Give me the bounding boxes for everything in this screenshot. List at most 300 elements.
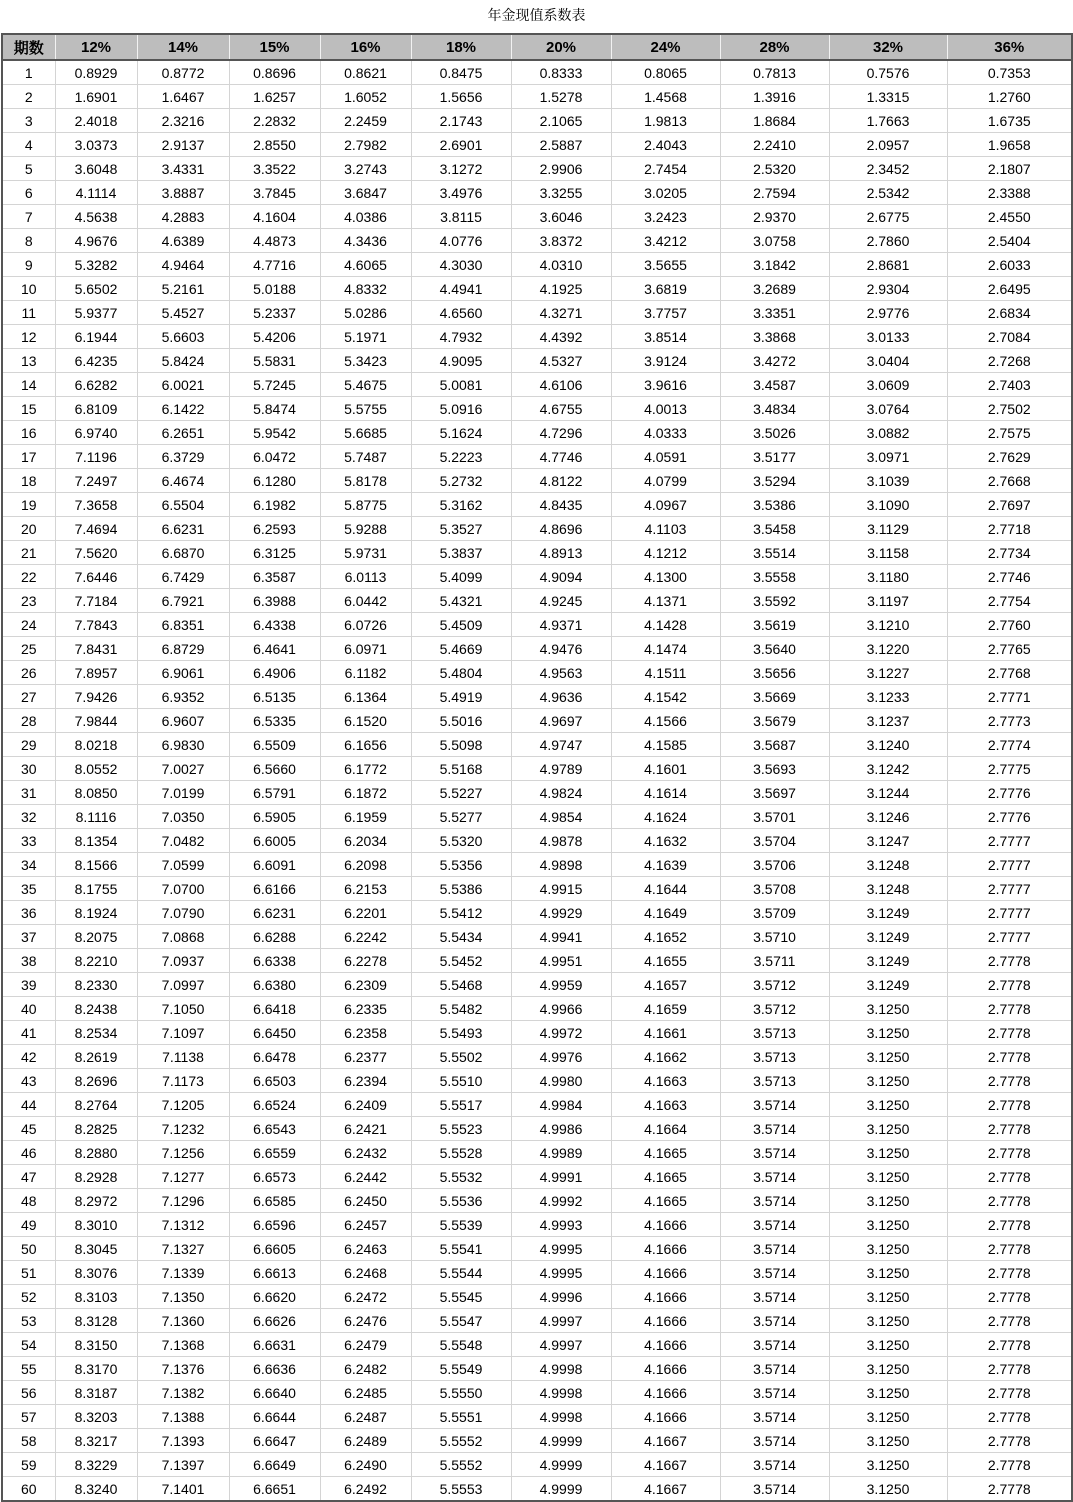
factor-cell: 6.2593 — [229, 517, 320, 541]
factor-cell: 4.1542 — [611, 685, 720, 709]
factor-cell: 4.9997 — [511, 1309, 611, 1333]
period-cell: 40 — [2, 997, 55, 1021]
factor-cell: 8.1755 — [55, 877, 137, 901]
factor-cell: 5.5502 — [411, 1045, 511, 1069]
factor-cell: 3.3522 — [229, 157, 320, 181]
factor-cell: 4.1667 — [611, 1429, 720, 1453]
factor-cell: 2.7697 — [947, 493, 1072, 517]
factor-cell: 3.1250 — [829, 1021, 947, 1045]
factor-cell: 4.9464 — [137, 253, 229, 277]
period-cell: 17 — [2, 445, 55, 469]
factor-cell: 0.8065 — [611, 60, 720, 85]
period-cell: 30 — [2, 757, 55, 781]
factor-cell: 5.5536 — [411, 1189, 511, 1213]
factor-cell: 8.1354 — [55, 829, 137, 853]
factor-cell: 4.0799 — [611, 469, 720, 493]
factor-cell: 6.5335 — [229, 709, 320, 733]
factor-cell: 3.5701 — [720, 805, 829, 829]
factor-cell: 5.5551 — [411, 1405, 511, 1429]
table-row — [2, 949, 1072, 973]
factor-cell: 7.5620 — [55, 541, 137, 565]
factor-cell: 2.2832 — [229, 109, 320, 133]
table-row — [2, 1117, 1072, 1141]
factor-cell: 2.9776 — [829, 301, 947, 325]
factor-cell: 4.0013 — [611, 397, 720, 421]
factor-cell: 4.1925 — [511, 277, 611, 301]
factor-cell: 4.1662 — [611, 1045, 720, 1069]
factor-cell: 4.1657 — [611, 973, 720, 997]
factor-cell: 2.7778 — [947, 1453, 1072, 1477]
factor-cell: 8.2764 — [55, 1093, 137, 1117]
factor-cell: 4.0310 — [511, 253, 611, 277]
factor-cell: 6.2098 — [320, 853, 411, 877]
factor-cell: 2.7668 — [947, 469, 1072, 493]
table-row — [2, 781, 1072, 805]
factor-cell: 0.8929 — [55, 60, 137, 85]
factor-cell: 5.5452 — [411, 949, 511, 973]
factor-cell: 3.1250 — [829, 1141, 947, 1165]
period-cell: 10 — [2, 277, 55, 301]
factor-cell: 3.5026 — [720, 421, 829, 445]
table-row — [2, 1429, 1072, 1453]
factor-cell: 6.2432 — [320, 1141, 411, 1165]
factor-cell: 4.1666 — [611, 1405, 720, 1429]
factor-cell: 5.0916 — [411, 397, 511, 421]
period-cell: 6 — [2, 181, 55, 205]
factor-cell: 8.2972 — [55, 1189, 137, 1213]
factor-cell: 3.5714 — [720, 1189, 829, 1213]
factor-cell: 2.9906 — [511, 157, 611, 181]
factor-cell: 3.5711 — [720, 949, 829, 973]
factor-cell: 6.2450 — [320, 1189, 411, 1213]
factor-cell: 7.7843 — [55, 613, 137, 637]
factor-cell: 2.7760 — [947, 613, 1072, 637]
factor-cell: 6.2651 — [137, 421, 229, 445]
factor-cell: 6.6503 — [229, 1069, 320, 1093]
factor-cell: 3.5697 — [720, 781, 829, 805]
factor-cell: 2.7778 — [947, 1357, 1072, 1381]
factor-cell: 5.2223 — [411, 445, 511, 469]
factor-cell: 5.5541 — [411, 1237, 511, 1261]
factor-cell: 6.2492 — [320, 1477, 411, 1502]
factor-cell: 5.5482 — [411, 997, 511, 1021]
factor-cell: 5.2161 — [137, 277, 229, 301]
factor-cell: 3.1233 — [829, 685, 947, 709]
factor-cell: 5.5468 — [411, 973, 511, 997]
factor-cell: 3.5713 — [720, 1021, 829, 1045]
factor-cell: 3.6847 — [320, 181, 411, 205]
factor-cell: 2.7778 — [947, 1069, 1072, 1093]
factor-cell: 4.0386 — [320, 205, 411, 229]
factor-cell: 6.6338 — [229, 949, 320, 973]
factor-cell: 1.6901 — [55, 85, 137, 109]
factor-cell: 3.1250 — [829, 1261, 947, 1285]
factor-cell: 7.1368 — [137, 1333, 229, 1357]
factor-cell: 6.5135 — [229, 685, 320, 709]
factor-cell: 3.2689 — [720, 277, 829, 301]
factor-cell: 4.1667 — [611, 1477, 720, 1502]
factor-cell: 6.4641 — [229, 637, 320, 661]
factor-cell: 4.9959 — [511, 973, 611, 997]
factor-cell: 3.0882 — [829, 421, 947, 445]
factor-cell: 5.8474 — [229, 397, 320, 421]
table-row — [2, 253, 1072, 277]
factor-cell: 2.1743 — [411, 109, 511, 133]
period-cell: 52 — [2, 1285, 55, 1309]
period-cell: 15 — [2, 397, 55, 421]
factor-cell: 5.5539 — [411, 1213, 511, 1237]
table-row — [2, 733, 1072, 757]
factor-cell: 6.1182 — [320, 661, 411, 685]
factor-cell: 7.1401 — [137, 1477, 229, 1502]
factor-cell: 4.9245 — [511, 589, 611, 613]
factor-cell: 3.5714 — [720, 1141, 829, 1165]
factor-cell: 3.1220 — [829, 637, 947, 661]
factor-cell: 6.9740 — [55, 421, 137, 445]
period-cell: 36 — [2, 901, 55, 925]
period-cell: 3 — [2, 109, 55, 133]
factor-cell: 3.5592 — [720, 589, 829, 613]
factor-cell: 4.1632 — [611, 829, 720, 853]
factor-cell: 3.1240 — [829, 733, 947, 757]
factor-cell: 4.3436 — [320, 229, 411, 253]
factor-cell: 5.4675 — [320, 373, 411, 397]
factor-cell: 5.5517 — [411, 1093, 511, 1117]
factor-cell: 6.6380 — [229, 973, 320, 997]
factor-cell: 3.5714 — [720, 1237, 829, 1261]
factor-cell: 1.6735 — [947, 109, 1072, 133]
period-cell: 18 — [2, 469, 55, 493]
factor-cell: 6.1520 — [320, 709, 411, 733]
factor-cell: 5.7487 — [320, 445, 411, 469]
factor-cell: 6.5504 — [137, 493, 229, 517]
factor-cell: 6.2242 — [320, 925, 411, 949]
factor-cell: 7.1339 — [137, 1261, 229, 1285]
factor-cell: 3.1197 — [829, 589, 947, 613]
factor-cell: 2.2410 — [720, 133, 829, 157]
table-row — [2, 205, 1072, 229]
table-row — [2, 1261, 1072, 1285]
factor-cell: 6.2394 — [320, 1069, 411, 1093]
factor-cell: 2.7860 — [829, 229, 947, 253]
period-cell: 42 — [2, 1045, 55, 1069]
factor-cell: 3.1250 — [829, 1189, 947, 1213]
factor-cell: 1.9813 — [611, 109, 720, 133]
table-row — [2, 1237, 1072, 1261]
factor-cell: 6.0442 — [320, 589, 411, 613]
factor-cell: 5.5510 — [411, 1069, 511, 1093]
factor-cell: 5.5552 — [411, 1453, 511, 1477]
factor-cell: 2.7778 — [947, 973, 1072, 997]
factor-cell: 5.5755 — [320, 397, 411, 421]
factor-cell: 2.1065 — [511, 109, 611, 133]
factor-cell: 3.1248 — [829, 853, 947, 877]
factor-cell: 2.5342 — [829, 181, 947, 205]
factor-cell: 3.1250 — [829, 1405, 947, 1429]
period-column-header: 期数 — [2, 34, 55, 60]
factor-cell: 4.1666 — [611, 1237, 720, 1261]
factor-cell: 3.0205 — [611, 181, 720, 205]
factor-cell: 7.1312 — [137, 1213, 229, 1237]
factor-cell: 2.7776 — [947, 805, 1072, 829]
factor-cell: 3.5656 — [720, 661, 829, 685]
factor-cell: 2.7754 — [947, 589, 1072, 613]
factor-cell: 7.3658 — [55, 493, 137, 517]
factor-cell: 3.5655 — [611, 253, 720, 277]
factor-cell: 5.3282 — [55, 253, 137, 277]
factor-cell: 6.4338 — [229, 613, 320, 637]
factor-cell: 2.7778 — [947, 1261, 1072, 1285]
factor-cell: 3.0764 — [829, 397, 947, 421]
factor-cell: 5.1624 — [411, 421, 511, 445]
table-row — [2, 901, 1072, 925]
factor-cell: 2.7771 — [947, 685, 1072, 709]
factor-cell: 8.2696 — [55, 1069, 137, 1093]
factor-cell: 1.5278 — [511, 85, 611, 109]
factor-cell: 6.6450 — [229, 1021, 320, 1045]
factor-cell: 6.2409 — [320, 1093, 411, 1117]
factor-cell: 4.1663 — [611, 1069, 720, 1093]
factor-cell: 8.2880 — [55, 1141, 137, 1165]
annuity-table-container — [1, 33, 1071, 1502]
factor-cell: 2.7778 — [947, 1093, 1072, 1117]
factor-cell: 4.1666 — [611, 1333, 720, 1357]
factor-cell: 3.4976 — [411, 181, 511, 205]
factor-cell: 7.0027 — [137, 757, 229, 781]
factor-cell: 6.2463 — [320, 1237, 411, 1261]
factor-cell: 2.5404 — [947, 229, 1072, 253]
factor-cell: 3.1244 — [829, 781, 947, 805]
factor-cell: 4.8435 — [511, 493, 611, 517]
factor-cell: 3.1249 — [829, 949, 947, 973]
period-cell: 46 — [2, 1141, 55, 1165]
factor-cell: 4.1644 — [611, 877, 720, 901]
factor-cell: 3.0404 — [829, 349, 947, 373]
factor-cell: 6.6651 — [229, 1477, 320, 1502]
period-cell: 33 — [2, 829, 55, 853]
period-cell: 49 — [2, 1213, 55, 1237]
table-row — [2, 397, 1072, 421]
factor-cell: 4.9563 — [511, 661, 611, 685]
factor-cell: 6.1872 — [320, 781, 411, 805]
factor-cell: 7.1232 — [137, 1117, 229, 1141]
factor-cell: 3.1250 — [829, 1117, 947, 1141]
table-row — [2, 565, 1072, 589]
factor-cell: 6.1959 — [320, 805, 411, 829]
factor-cell: 5.5227 — [411, 781, 511, 805]
factor-cell: 1.2760 — [947, 85, 1072, 109]
factor-cell: 6.6559 — [229, 1141, 320, 1165]
factor-cell: 3.1250 — [829, 1453, 947, 1477]
factor-cell: 4.1114 — [55, 181, 137, 205]
factor-cell: 3.5714 — [720, 1357, 829, 1381]
factor-cell: 7.1256 — [137, 1141, 229, 1165]
rate-column-header: 24% — [611, 34, 720, 60]
factor-cell: 4.3030 — [411, 253, 511, 277]
factor-cell: 3.5640 — [720, 637, 829, 661]
period-cell: 8 — [2, 229, 55, 253]
factor-cell: 6.1280 — [229, 469, 320, 493]
table-row — [2, 589, 1072, 613]
table-row — [2, 133, 1072, 157]
factor-cell: 6.4674 — [137, 469, 229, 493]
factor-cell: 4.7932 — [411, 325, 511, 349]
factor-cell: 3.1272 — [411, 157, 511, 181]
factor-cell: 3.3255 — [511, 181, 611, 205]
factor-cell: 5.5545 — [411, 1285, 511, 1309]
factor-cell: 4.1666 — [611, 1261, 720, 1285]
factor-cell: 6.0726 — [320, 613, 411, 637]
table-row — [2, 613, 1072, 637]
factor-cell: 6.5509 — [229, 733, 320, 757]
table-row — [2, 1333, 1072, 1357]
factor-cell: 3.1250 — [829, 1165, 947, 1189]
factor-cell: 2.4550 — [947, 205, 1072, 229]
factor-cell: 3.5558 — [720, 565, 829, 589]
factor-cell: 6.6418 — [229, 997, 320, 1021]
factor-cell: 3.1039 — [829, 469, 947, 493]
factor-cell: 4.4941 — [411, 277, 511, 301]
factor-cell: 8.2438 — [55, 997, 137, 1021]
factor-cell: 3.5514 — [720, 541, 829, 565]
factor-cell: 3.1246 — [829, 805, 947, 829]
factor-cell: 2.7084 — [947, 325, 1072, 349]
factor-cell: 4.1666 — [611, 1357, 720, 1381]
factor-cell: 2.3216 — [137, 109, 229, 133]
factor-cell: 7.0199 — [137, 781, 229, 805]
factor-cell: 3.5714 — [720, 1333, 829, 1357]
factor-cell: 8.3217 — [55, 1429, 137, 1453]
factor-cell: 6.3125 — [229, 541, 320, 565]
factor-cell: 6.6626 — [229, 1309, 320, 1333]
factor-cell: 6.0021 — [137, 373, 229, 397]
factor-cell: 4.6755 — [511, 397, 611, 421]
period-cell: 54 — [2, 1333, 55, 1357]
factor-cell: 6.1422 — [137, 397, 229, 421]
factor-cell: 1.6257 — [229, 85, 320, 109]
period-cell: 43 — [2, 1069, 55, 1093]
factor-cell: 2.7777 — [947, 829, 1072, 853]
factor-cell: 2.3452 — [829, 157, 947, 181]
factor-cell: 3.1250 — [829, 1213, 947, 1237]
factor-cell: 2.7778 — [947, 1309, 1072, 1333]
factor-cell: 5.0286 — [320, 301, 411, 325]
factor-cell: 4.8122 — [511, 469, 611, 493]
factor-cell: 6.6870 — [137, 541, 229, 565]
factor-cell: 5.1971 — [320, 325, 411, 349]
rate-column-header: 36% — [947, 34, 1072, 60]
rate-column-header: 20% — [511, 34, 611, 60]
factor-cell: 7.1360 — [137, 1309, 229, 1333]
factor-cell: 3.1237 — [829, 709, 947, 733]
factor-cell: 6.2278 — [320, 949, 411, 973]
factor-cell: 3.1250 — [829, 1333, 947, 1357]
factor-cell: 6.6231 — [229, 901, 320, 925]
factor-cell: 7.9426 — [55, 685, 137, 709]
period-cell: 44 — [2, 1093, 55, 1117]
factor-cell: 3.5177 — [720, 445, 829, 469]
period-cell: 41 — [2, 1021, 55, 1045]
factor-cell: 5.8424 — [137, 349, 229, 373]
factor-cell: 8.3045 — [55, 1237, 137, 1261]
factor-cell: 7.0482 — [137, 829, 229, 853]
factor-cell: 4.1665 — [611, 1189, 720, 1213]
factor-cell: 4.1664 — [611, 1117, 720, 1141]
table-row — [2, 997, 1072, 1021]
table-row — [2, 85, 1072, 109]
factor-cell: 5.0188 — [229, 277, 320, 301]
factor-cell: 5.0081 — [411, 373, 511, 397]
factor-cell: 4.9997 — [511, 1333, 611, 1357]
factor-cell: 4.9697 — [511, 709, 611, 733]
factor-cell: 4.9476 — [511, 637, 611, 661]
factor-cell: 6.2468 — [320, 1261, 411, 1285]
factor-cell: 7.1050 — [137, 997, 229, 1021]
period-cell: 21 — [2, 541, 55, 565]
factor-cell: 5.3527 — [411, 517, 511, 541]
factor-cell: 5.5550 — [411, 1381, 511, 1405]
factor-cell: 4.9966 — [511, 997, 611, 1021]
factor-cell: 5.5553 — [411, 1477, 511, 1502]
factor-cell: 3.5712 — [720, 997, 829, 1021]
table-row — [2, 469, 1072, 493]
table-row — [2, 493, 1072, 517]
factor-cell: 6.1364 — [320, 685, 411, 709]
factor-cell: 5.5320 — [411, 829, 511, 853]
factor-cell: 3.1250 — [829, 997, 947, 1021]
factor-cell: 2.7777 — [947, 877, 1072, 901]
period-cell: 22 — [2, 565, 55, 589]
factor-cell: 6.1944 — [55, 325, 137, 349]
table-row — [2, 973, 1072, 997]
factor-cell: 7.0868 — [137, 925, 229, 949]
period-cell: 38 — [2, 949, 55, 973]
factor-cell: 3.5714 — [720, 1429, 829, 1453]
table-row — [2, 829, 1072, 853]
factor-cell: 4.1665 — [611, 1141, 720, 1165]
factor-cell: 6.2457 — [320, 1213, 411, 1237]
table-row — [2, 445, 1072, 469]
factor-cell: 3.0971 — [829, 445, 947, 469]
factor-cell: 5.4099 — [411, 565, 511, 589]
factor-cell: 2.6033 — [947, 253, 1072, 277]
factor-cell: 8.3128 — [55, 1309, 137, 1333]
period-cell: 34 — [2, 853, 55, 877]
factor-cell: 4.7716 — [229, 253, 320, 277]
factor-cell: 6.6605 — [229, 1237, 320, 1261]
factor-cell: 2.7778 — [947, 1213, 1072, 1237]
table-row — [2, 60, 1072, 85]
factor-cell: 6.6288 — [229, 925, 320, 949]
period-cell: 1 — [2, 60, 55, 85]
factor-cell: 2.7629 — [947, 445, 1072, 469]
factor-cell: 1.9658 — [947, 133, 1072, 157]
factor-cell: 4.9992 — [511, 1189, 611, 1213]
factor-cell: 7.8957 — [55, 661, 137, 685]
period-cell: 9 — [2, 253, 55, 277]
factor-cell: 6.6231 — [137, 517, 229, 541]
period-cell: 20 — [2, 517, 55, 541]
factor-cell: 2.9370 — [720, 205, 829, 229]
factor-cell: 2.7778 — [947, 1141, 1072, 1165]
factor-cell: 4.9972 — [511, 1021, 611, 1045]
factor-cell: 6.1772 — [320, 757, 411, 781]
factor-cell: 2.7778 — [947, 997, 1072, 1021]
table-row — [2, 1381, 1072, 1405]
factor-cell: 6.6478 — [229, 1045, 320, 1069]
period-cell: 53 — [2, 1309, 55, 1333]
factor-cell: 4.1661 — [611, 1021, 720, 1045]
